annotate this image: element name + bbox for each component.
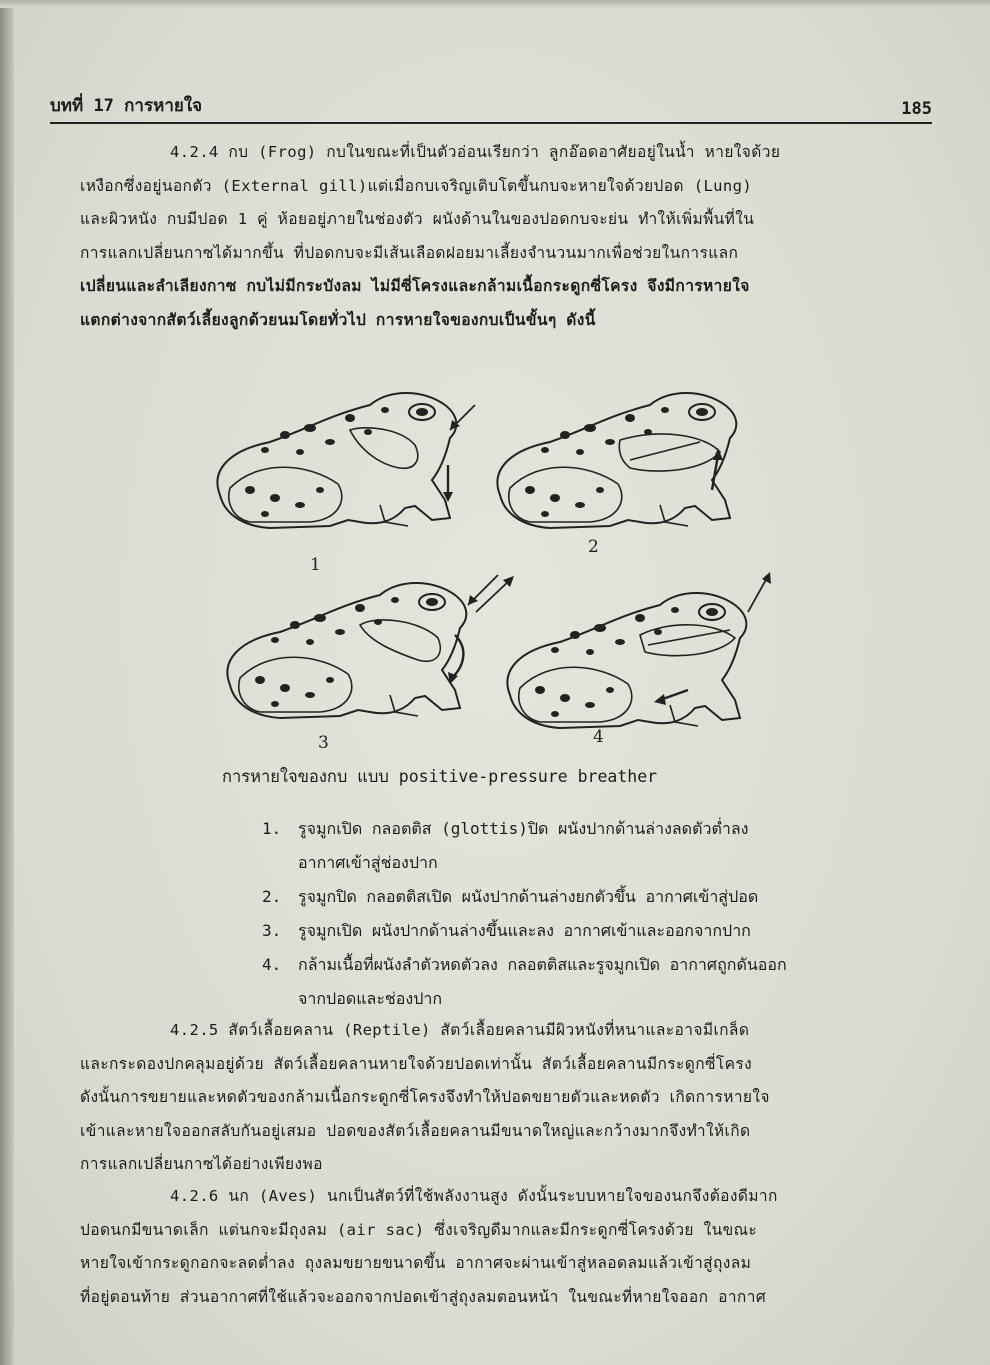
- frog-breathing-figure: [200, 380, 800, 760]
- paragraph-line: หายใจเข้ากระดูกอกจะลดต่ำลง ถุงลมขยายขนาดขึ้น อากาศจะผ่านเข้าสู่หลอดลมแล้วเข้าสู่ถุงลม: [80, 1254, 752, 1272]
- list-item: [262, 812, 922, 880]
- page-number: 185: [901, 99, 932, 119]
- panel-label-3: 3: [318, 733, 329, 753]
- page-header: [50, 96, 932, 124]
- page-top-shadow: [0, 0, 990, 8]
- paragraph-line: ปอดนกมีขนาดเล็ก แต่นกจะมีถุงลม (air sac) ซึ่งเจริญดีมากและมีกระดูกซี่โครงด้วย ในขณะ: [80, 1220, 758, 1239]
- figure-caption: การหายใจของกบ แบบ positive-pressure breather: [222, 767, 658, 786]
- frog-paragraph: [80, 136, 930, 337]
- reptile-paragraph: [80, 1014, 930, 1182]
- paragraph-line: เข้าและหายใจออกสลับกันอยู่เสมอ ปอดของสัตว์เลื้อยคลานมีขนาดใหญ่และกว้างมากจึงทำให้เกิด: [80, 1121, 751, 1140]
- frog-panel-1: [217, 393, 475, 528]
- step-text: จากปอดและช่องปาก: [298, 989, 443, 1008]
- list-item: [262, 880, 922, 914]
- paragraph-line: เหงือกซึ่งอยู่นอกตัว (External gill)แต่เมื่อกบเจริญเติบโตขึ้นกบจะหายใจด้วยปอด (Lung): [80, 176, 753, 195]
- paragraph-line: และกระดองปกคลุมอยู่ด้วย สัตว์เลื้อยคลานหายใจด้วยปอดเท่านั้น สัตว์เลื้อยคลานมีกระดูกซี่โครง: [80, 1054, 753, 1073]
- bird-paragraph: [80, 1180, 930, 1314]
- list-item: [262, 914, 922, 948]
- paragraph-line: 4.2.5 สัตว์เลื้อยคลาน (Reptile) สัตว์เลื้อยคลานมีผิวหนังที่หนาและอาจมีเกล็ด: [170, 1021, 750, 1039]
- step-number: 4.: [262, 955, 282, 974]
- step-text: อากาศเข้าสู่ช่องปาก: [298, 853, 438, 872]
- frog-panel-3: [227, 575, 514, 718]
- paragraph-line: ดังนั้นการขยายและหดตัวของกล้ามเนื้อกระดูกซี่โครงจึงทำให้ปอดขยายตัวและหดตัว เกิดการหายใจ: [80, 1088, 770, 1106]
- step-number: 3.: [262, 921, 282, 940]
- step-text: กล้ามเนื้อที่ผนังลำตัวหดตัวลง กลอตติสและรูจมูกเปิด อากาศถูกดันออก: [298, 955, 787, 974]
- frog-panel-4: [507, 572, 771, 728]
- paragraph-line: ที่อยู่ตอนท้าย ส่วนอากาศที่ใช้แล้วจะออกจากปอดเข้าสู่ถุงลมตอนหน้า ในขณะที่หายใจออก อากาศ: [80, 1287, 767, 1306]
- step-number: 2.: [262, 887, 282, 906]
- paragraph-line: และผิวหนัง กบมีปอด 1 คู่ ห้อยอยู่ภายในช่องตัว ผนังด้านในของปอดกบจะย่น ทำให้เพิ่มพื้นที่ใน: [80, 210, 755, 228]
- step-text: รูจมูกปิด กลอตติสเปิด ผนังปากด้านล่างยกตัวขึ้น อากาศเข้าสู่ปอด: [298, 887, 759, 906]
- paragraph-line: การแลกเปลี่ยนกาซได้อย่างเพียงพอ: [80, 1155, 323, 1173]
- paragraph-line: 4.2.6 นก (Aves) นกเป็นสัตว์ที่ใช้พลังงานสูง ดังนั้นระบบหายใจของนกจึงต้องดีมาก: [170, 1187, 778, 1205]
- panel-label-1: 1: [310, 555, 321, 575]
- step-text: รูจมูกเปิด กลอตติส (glottis)ปิด ผนังปากด้านล่างลดตัวต่ำลง: [298, 819, 749, 838]
- breathing-steps-list: [262, 812, 922, 1016]
- list-item: [262, 948, 922, 1016]
- page-edge-shadow: [0, 0, 14, 1365]
- frog-panel-2: [497, 393, 736, 528]
- paragraph-line: 4.2.4 กบ (Frog) กบในขณะที่เป็นตัวอ่อนเรียกว่า ลูกอ๊อดอาศัยอยู่ในน้ำ หายใจด้วย: [170, 143, 781, 161]
- paragraph-line: เปลี่ยนและลำเลียงกาซ กบไม่มีกระบังลม ไม่มีซี่โครงและกล้ามเนื้อกระดูกซี่โครง จึงมีการหายใจ: [80, 277, 750, 295]
- paragraph-line: แตกต่างจากสัตว์เลี้ยงลูกด้วยนมโดยทั่วไป การหายใจของกบเป็นขั้นๆ ดังนี้: [80, 310, 596, 329]
- step-number: 1.: [262, 819, 282, 838]
- step-text: รูจมูกเปิด ผนังปากด้านล่างขึ้นและลง อากาศเข้าและออกจากปาก: [298, 921, 751, 940]
- chapter-title: บทที่ 17 การหายใจ: [50, 96, 203, 116]
- frog-illustration: [200, 380, 800, 760]
- panel-label-4: 4: [593, 727, 604, 747]
- paragraph-line: การแลกเปลี่ยนกาซได้มากขึ้น ที่ปอดกบจะมีเส้นเลือดฝอยมาเลี้ยงจำนวนมากเพื่อช่วยในการแลก: [80, 243, 739, 262]
- panel-label-2: 2: [588, 537, 599, 557]
